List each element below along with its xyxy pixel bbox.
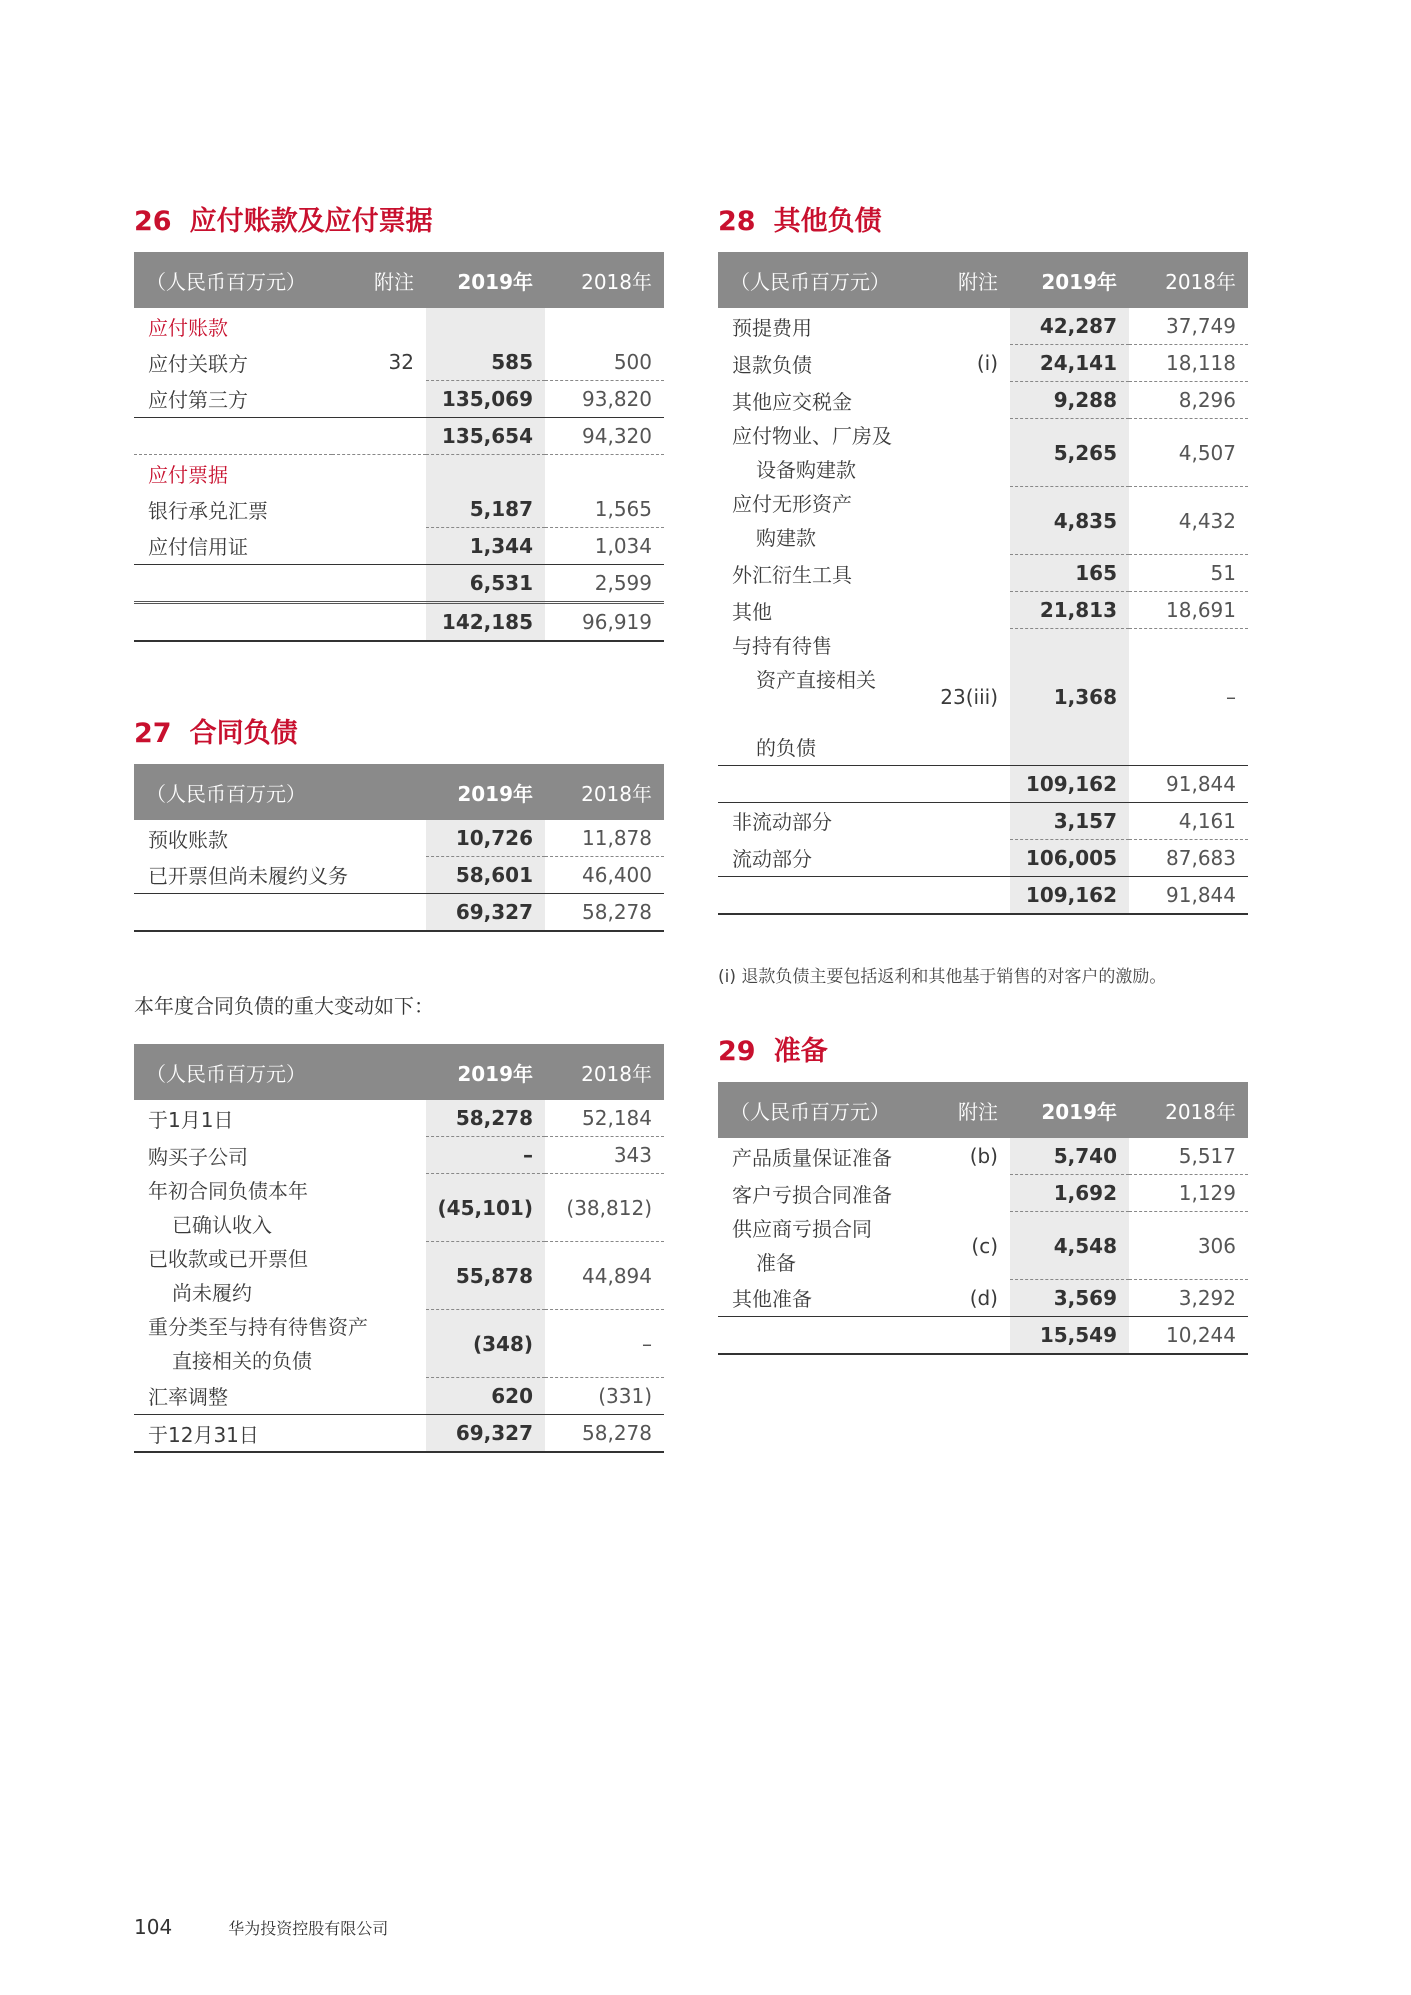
- row-label-line2: 资产直接相关: [756, 667, 876, 692]
- payables-table: [134, 252, 664, 642]
- value-2019: 620: [426, 1378, 545, 1415]
- table-row: [718, 345, 1248, 382]
- value-2018: 11,878: [545, 820, 664, 857]
- total-2018: 10,244: [1129, 1317, 1248, 1355]
- row-label-line2: 直接相关的负债: [172, 1348, 312, 1373]
- row-label: 于1月1日: [148, 1107, 234, 1132]
- table-row: [134, 344, 664, 381]
- row-label: 流动部分: [732, 846, 812, 871]
- value-2018: 37,749: [1129, 308, 1248, 345]
- value-2018: 8,296: [1129, 382, 1248, 419]
- table-row: [718, 1138, 1248, 1175]
- subheading-row: [134, 455, 664, 492]
- header-unit: （人民币百万元）: [134, 1044, 426, 1100]
- total-2019: 15,549: [1010, 1317, 1129, 1355]
- subheading-row: [134, 308, 664, 344]
- section-26: [134, 204, 664, 642]
- row-label: 客户亏损合同准备: [732, 1182, 892, 1207]
- total-2019: 109,162: [1010, 876, 1129, 914]
- contract-liabilities-table: [134, 764, 664, 932]
- table-row: [718, 839, 1248, 876]
- movement-intro-text: 本年度合同负债的重大变动如下：: [134, 994, 434, 1018]
- row-label-line1: 供应商亏损合同: [732, 1216, 872, 1241]
- total-row: [718, 1317, 1248, 1355]
- table-row: [718, 555, 1248, 592]
- value-2019: 1,344: [426, 528, 545, 565]
- table-row: [134, 528, 664, 565]
- value-2019: 4,548: [1010, 1212, 1129, 1280]
- value-2019: 5,187: [426, 491, 545, 528]
- row-label: 预提费用: [732, 315, 812, 340]
- value-2018: 1,129: [1129, 1175, 1248, 1212]
- row-label: 非流动部分: [732, 810, 832, 835]
- table-header: [134, 1044, 664, 1100]
- value-2018: 500: [545, 344, 664, 381]
- value-2018: 5,517: [1129, 1138, 1248, 1175]
- row-label-line1: 与持有待售: [732, 633, 832, 658]
- section-27-number: 27: [134, 718, 172, 749]
- header-unit: （人民币百万元）: [718, 1082, 916, 1138]
- value-2019: 55,878: [426, 1242, 545, 1310]
- value-2018: 46,400: [582, 863, 652, 887]
- value-2019: 9,288: [1010, 382, 1129, 419]
- value-2018: 1,034: [594, 534, 652, 558]
- row-note: (b): [969, 1144, 998, 1169]
- header-2019: 2019年: [1010, 1082, 1129, 1138]
- value-2018: 93,820: [582, 387, 652, 411]
- row-label-line2: 准备: [756, 1250, 796, 1275]
- row-note: 32: [388, 350, 414, 375]
- row-note: (d): [969, 1285, 998, 1310]
- row-label-line2: 已确认收入: [172, 1212, 272, 1237]
- subtotal-2018: 2,599: [545, 565, 664, 603]
- header-2019: 2019年: [426, 1044, 545, 1100]
- table-header: [718, 252, 1248, 308]
- row-label: 产品质量保证准备: [732, 1145, 892, 1170]
- subtotal-2018: 91,844: [1129, 765, 1248, 802]
- header-note: 附注: [916, 252, 1010, 308]
- value-2019: 165: [1010, 555, 1129, 592]
- value-2018: 4,432: [1129, 487, 1248, 555]
- row-note: (i): [976, 351, 998, 375]
- value-2018: –: [1226, 684, 1236, 709]
- row-label: [134, 1242, 426, 1310]
- value-2018: 3,292: [1178, 1286, 1236, 1310]
- value-2019: 10,726: [426, 820, 545, 857]
- row-label-line1: 应付物业、厂房及: [732, 423, 892, 448]
- table-row: [718, 382, 1248, 419]
- value-2018: –: [545, 1310, 664, 1378]
- table-row: [134, 1310, 664, 1378]
- table-row: [134, 381, 664, 418]
- section-29-heading: [718, 1034, 1248, 1070]
- header-unit: （人民币百万元）: [134, 764, 426, 820]
- section-27-title: 合同负债: [189, 718, 298, 749]
- table-row: [134, 491, 664, 528]
- table-row: [134, 1378, 664, 1415]
- value-2019: 4,835: [1010, 487, 1129, 555]
- value-2019: 24,141: [1010, 345, 1129, 382]
- section-26-title: 应付账款及应付票据: [189, 206, 433, 237]
- row-label: 其他: [732, 599, 772, 624]
- value-2019: 106,005: [1010, 839, 1129, 876]
- header-2018: 2018年: [1129, 1082, 1248, 1138]
- total-2019: 69,327: [426, 894, 545, 932]
- row-label: [134, 1174, 426, 1242]
- value-2019: 58,278: [426, 1100, 545, 1137]
- subheading-accounts-payable: 应付账款: [148, 315, 228, 340]
- row-label: [134, 1310, 426, 1378]
- section-27-heading: [134, 716, 664, 752]
- value-2018: 87,683: [1166, 845, 1236, 870]
- section-28-title: 其他负债: [773, 206, 882, 237]
- row-label-line3: 的负债: [756, 735, 816, 760]
- table-row: [718, 592, 1248, 629]
- total-row: [134, 1415, 664, 1453]
- total-row: [718, 876, 1248, 914]
- total-2018: 58,278: [545, 1415, 664, 1453]
- header-unit: （人民币百万元）: [134, 252, 332, 308]
- row-label-line2: 设备购建款: [756, 457, 856, 482]
- row-label-line1: 已收款或已开票但: [148, 1246, 308, 1271]
- subtotal-2019: 6,531: [426, 565, 545, 603]
- value-2018: 4,507: [1129, 419, 1248, 487]
- value-2018: 4,161: [1129, 802, 1248, 839]
- table-row: [134, 1137, 664, 1174]
- row-label-line1: 重分类至与持有待售资产: [148, 1314, 368, 1339]
- section-26-number: 26: [134, 206, 172, 237]
- row-label-line1: 年初合同负债本年: [148, 1178, 308, 1203]
- header-note: 附注: [916, 1082, 1010, 1138]
- row-label: 汇率调整: [148, 1385, 228, 1410]
- value-2018: 306: [1129, 1212, 1248, 1280]
- header-2018: 2018年: [545, 1044, 664, 1100]
- value-2019: 21,813: [1010, 592, 1129, 629]
- row-label-line2: 购建款: [756, 525, 816, 550]
- value-2018: (38,812): [545, 1174, 664, 1242]
- row-label: 退款负债: [732, 352, 812, 377]
- header-2018: 2018年: [545, 764, 664, 820]
- table-row: [134, 820, 664, 857]
- header-unit: （人民币百万元）: [718, 252, 916, 308]
- total-row: [134, 894, 664, 932]
- row-label: 外汇衍生工具: [732, 562, 852, 587]
- value-2018: 51: [1129, 555, 1248, 592]
- value-2019: 5,740: [1010, 1138, 1129, 1175]
- total-2019: 69,327: [426, 1415, 545, 1453]
- section-26-heading: [134, 204, 664, 240]
- row-label: [718, 1212, 916, 1280]
- row-label: 应付信用证: [148, 535, 248, 560]
- section-28-heading: [718, 204, 1248, 240]
- value-2019: 58,601: [426, 857, 545, 894]
- table-row: [718, 308, 1248, 345]
- section-28-number: 28: [718, 206, 756, 237]
- subtotal-row: [134, 565, 664, 603]
- section-28: [718, 204, 1248, 915]
- table-row: [718, 1280, 1248, 1317]
- row-label: [718, 419, 916, 487]
- page-footer: [134, 1915, 388, 1939]
- value-2018: (331): [598, 1384, 652, 1408]
- value-2018: 1,565: [545, 491, 664, 528]
- section-27: [134, 716, 664, 932]
- value-2019: 135,069: [426, 381, 545, 418]
- value-2018: 44,894: [545, 1242, 664, 1310]
- table-header: [134, 764, 664, 820]
- table-row: [718, 1175, 1248, 1212]
- row-label: 预收账款: [148, 827, 228, 852]
- row-label: 银行承兑汇票: [148, 498, 268, 523]
- header-2019: 2019年: [426, 764, 545, 820]
- value-2018: 18,118: [1129, 345, 1248, 382]
- value-2019: 1,692: [1010, 1175, 1129, 1212]
- value-2019: (348): [426, 1310, 545, 1378]
- value-2019: (45,101): [426, 1174, 545, 1242]
- value-2019: 585: [426, 344, 545, 381]
- header-2018: 2018年: [1129, 252, 1248, 308]
- value-2019: 1,368: [1010, 629, 1129, 766]
- table-row: [718, 487, 1248, 555]
- row-label: 于12月31日: [134, 1415, 426, 1453]
- section-29-title: 准备: [773, 1036, 828, 1067]
- table-header: [134, 252, 664, 308]
- subtotal-2019: 109,162: [1010, 765, 1129, 802]
- subtotal-row: [718, 765, 1248, 802]
- other-liabilities-table: [718, 252, 1248, 915]
- row-label: [718, 487, 916, 555]
- value-2018: 343: [545, 1137, 664, 1174]
- page-number: 104: [134, 1915, 173, 1939]
- company-name: 华为投资控股有限公司: [228, 1919, 389, 1938]
- row-label: [718, 629, 916, 766]
- provisions-table: [718, 1082, 1248, 1355]
- value-2018: 18,691: [1129, 592, 1248, 629]
- row-label: 已开票但尚未履约义务: [148, 864, 348, 889]
- total-2019: 142,185: [426, 603, 545, 642]
- header-2018: 2018年: [545, 252, 664, 308]
- subtotal-row: [134, 418, 664, 455]
- header-note: 附注: [332, 252, 426, 308]
- row-label-line2: 尚未履约: [172, 1280, 252, 1305]
- total-2018: 91,844: [1129, 876, 1248, 914]
- table-row: [134, 1100, 664, 1137]
- table-row: [718, 802, 1248, 839]
- footnote-i: (i) 退款负债主要包括返利和其他基于销售的对客户的激励。: [718, 967, 1167, 987]
- table-row: [718, 419, 1248, 487]
- section-29: [718, 1034, 1248, 1355]
- subtotal-2018: 94,320: [545, 418, 664, 455]
- row-label: 其他准备: [732, 1287, 812, 1312]
- contract-liabilities-movement: [134, 1044, 664, 1453]
- value-2019: 3,569: [1010, 1280, 1129, 1317]
- row-label-line1: 应付无形资产: [732, 491, 852, 516]
- row-label: 其他应交税金: [732, 389, 852, 414]
- row-label: 应付第三方: [148, 388, 248, 413]
- row-label: 购买子公司: [148, 1144, 248, 1169]
- value-2019: –: [426, 1137, 545, 1174]
- value-2019: 42,287: [1010, 308, 1129, 345]
- table-row: [134, 1174, 664, 1242]
- total-row: [134, 603, 664, 642]
- movement-table: [134, 1044, 664, 1453]
- total-2018: 58,278: [545, 894, 664, 932]
- value-2019: 3,157: [1010, 802, 1129, 839]
- row-label: 应付关联方: [148, 351, 248, 376]
- total-2018: 96,919: [545, 603, 664, 642]
- value-2018: 52,184: [545, 1100, 664, 1137]
- header-2019: 2019年: [426, 252, 545, 308]
- subtotal-2019: 135,654: [426, 418, 545, 455]
- row-note: 23(iii): [940, 684, 998, 709]
- header-2019: 2019年: [1010, 252, 1129, 308]
- section-29-number: 29: [718, 1036, 756, 1067]
- subheading-notes-payable: 应付票据: [148, 462, 228, 487]
- row-note: (c): [971, 1233, 998, 1258]
- table-row: [718, 629, 1248, 766]
- table-row: [134, 857, 664, 894]
- table-header: [718, 1082, 1248, 1138]
- table-row: [718, 1212, 1248, 1280]
- value-2019: 5,265: [1010, 419, 1129, 487]
- table-row: [134, 1242, 664, 1310]
